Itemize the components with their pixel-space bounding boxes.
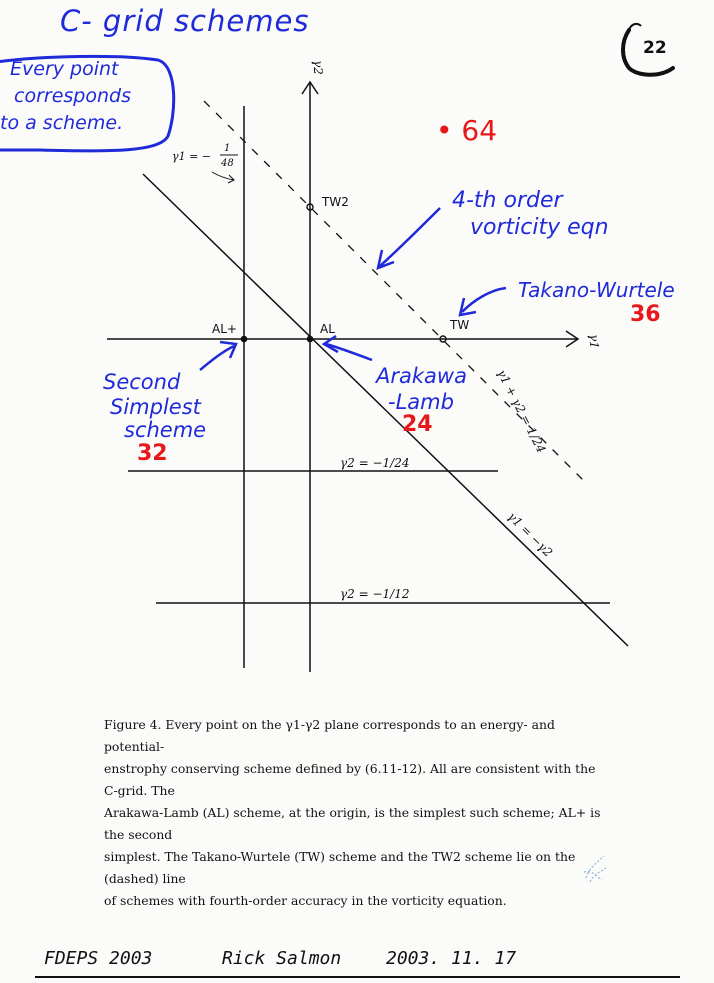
point-al-plus bbox=[241, 336, 248, 343]
page-number: 22 bbox=[643, 38, 667, 58]
label-h-line-1: γ2 = −1/24 bbox=[340, 456, 410, 470]
caption-line-2: enstrophy conserving scheme defined by (6.11-12). All are consistent with the C-grid. The bbox=[104, 761, 596, 798]
arrow-fourth-order bbox=[380, 208, 440, 266]
label-h-line-2: γ2 = −1/12 bbox=[340, 587, 410, 601]
axis-gamma1-label: γ1 bbox=[587, 334, 601, 349]
footer-date: 2003. 11. 17 bbox=[386, 948, 517, 969]
label-tw: TW bbox=[450, 318, 470, 332]
callout-fourth-order-line-2: vorticity eqn bbox=[470, 215, 609, 240]
footer-author: Rick Salmon bbox=[222, 948, 342, 969]
footer-rule bbox=[35, 976, 680, 978]
caption-line-3: Arakawa-Lamb (AL) scheme, at the origin, is the simplest such scheme; AL+ is the second bbox=[104, 805, 601, 842]
footer bbox=[0, 948, 714, 983]
label-tw2: TW2 bbox=[322, 195, 349, 209]
caption-line-5: of schemes with fourth-order accuracy in the vorticity equation. bbox=[104, 893, 507, 908]
label-gamma1-eq: γ1 = − bbox=[172, 150, 211, 163]
footer-event: FDEPS 2003 bbox=[44, 948, 153, 969]
count-36: 36 bbox=[630, 302, 661, 327]
callout-second-simplest-line-2: Simplest bbox=[110, 395, 201, 419]
callout-takano-wurtele: Takano-Wurtele bbox=[518, 278, 675, 302]
point-al bbox=[307, 336, 314, 343]
callout-arakawa-lamb-line-2: -Lamb bbox=[388, 390, 454, 414]
callout-second-simplest-line-1: Second bbox=[103, 370, 181, 394]
label-diag-line: γ1 = −γ2 bbox=[504, 509, 556, 560]
callout-arakawa-lamb-line-1: Arakawa bbox=[376, 364, 467, 388]
label-gamma1-num: 1 bbox=[224, 143, 231, 154]
callout-second-simplest-line-3: scheme bbox=[124, 418, 207, 442]
label-al: AL bbox=[320, 322, 335, 336]
label-al-plus: AL+ bbox=[212, 322, 237, 336]
count-32: 32 bbox=[137, 441, 168, 466]
callout-fourth-order-line-1: 4-th order bbox=[452, 188, 563, 213]
page-title: C- grid schemes bbox=[60, 4, 310, 38]
axis-gamma2-label: γ2 bbox=[311, 60, 325, 75]
ink-smudge bbox=[580, 852, 610, 886]
label-sum-line: γ1 + γ2 = 1/24 bbox=[494, 367, 549, 456]
callout-every-point-line-1: Every point bbox=[10, 58, 119, 80]
callout-every-point-line-3: to a scheme. bbox=[0, 112, 124, 134]
label-gamma1-den: 48 bbox=[221, 158, 234, 169]
arrow-arakawa-lamb bbox=[326, 344, 372, 360]
line-gamma1-eq-minus-gamma2 bbox=[143, 174, 628, 646]
arrow-second-simplest bbox=[200, 346, 234, 370]
caption-line-1: Figure 4. Every point on the γ1-γ2 plane corresponds to an energy- and potential- bbox=[104, 717, 555, 754]
count-64: • 64 bbox=[436, 114, 498, 147]
arrow-takano-wurtele bbox=[462, 288, 506, 312]
figure-caption bbox=[104, 714, 604, 912]
callout-every-point-line-2: corresponds bbox=[14, 85, 131, 107]
caption-line-4: simplest. The Takano-Wurtele (TW) scheme and the TW2 scheme lie on the (dashed) line bbox=[104, 849, 576, 886]
count-24: 24 bbox=[402, 412, 433, 437]
